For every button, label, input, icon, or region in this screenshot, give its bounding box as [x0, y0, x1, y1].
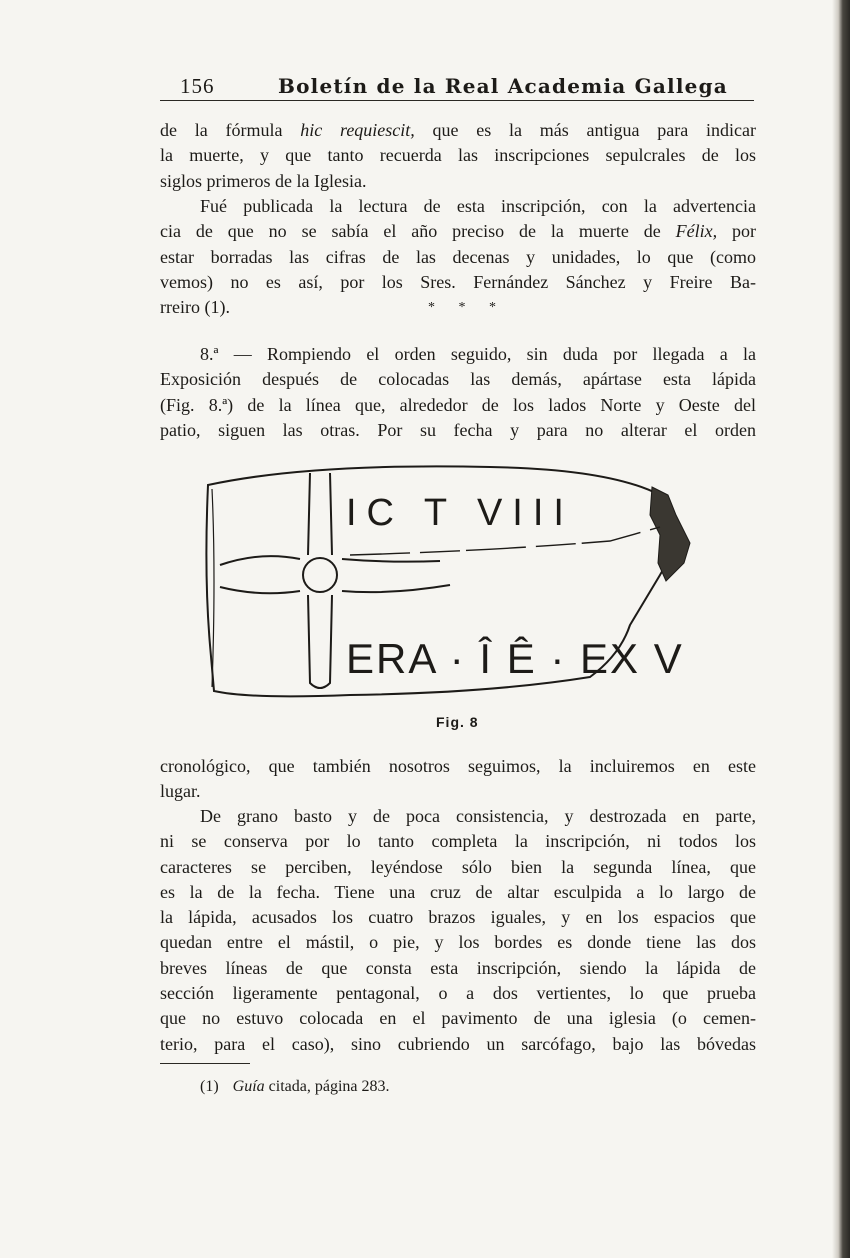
figure-caption: Fig. 8 [436, 714, 479, 730]
text-line: que no estuvo colocada en el pavimento de una iglesia (o cemen- [160, 1008, 756, 1029]
text-line: breves líneas de que consta esta inscripción, siendo la lápida de [160, 957, 756, 978]
paragraph-3 [160, 342, 756, 443]
text-line: lugar. [160, 781, 201, 802]
running-title: Boletín de la Real Academia Gallega [278, 74, 728, 98]
text-line: siglos primeros de la Iglesia. [160, 170, 367, 191]
text-line: cronológico, que también nosotros seguimos, la incluiremos en este [160, 756, 756, 776]
inscription-line-2: ERA · Î Ê · EX V [346, 635, 684, 682]
cross-left-arm [220, 556, 300, 593]
text-line: es la de la fecha. Tiene una cruz de altar esculpida a lo largo de [160, 881, 756, 902]
text-line: patio, siguen las otras. Por su fecha y para no alterar el orden [160, 419, 756, 440]
text-line: (Fig. 8.ª) de la línea que, alrededor de los lados Norte y Oeste del [160, 394, 756, 415]
page-header [160, 66, 754, 101]
footnote-italic: Guía [232, 1078, 265, 1095]
text-line: la muerte, y que tanto recuerda las inscripciones sepulcrales de los [160, 145, 756, 166]
text-line: de la fórmula hic requiescit, que es la más antigua para indicar [160, 120, 756, 140]
paragraph-4 [160, 754, 756, 805]
text-line: ni se conserva por lo tanto completa la inscripción, ni todos los [160, 831, 756, 852]
footnote [200, 1078, 390, 1096]
text-line: caracteres se perciben, leyéndose sólo bien la segunda línea, que [160, 856, 756, 877]
text-line: Fué publicada la lectura de esta inscripción, con la advertencia [200, 196, 756, 216]
text-line: 8.ª — Rompiendo el orden seguido, sin duda por llegada a la [200, 344, 756, 364]
section-separator: * * * [428, 300, 506, 315]
cross-center [303, 558, 337, 592]
text-line: vemos) no es así, por los Sres. Fernández Sánchez y Freire Ba- [160, 271, 756, 292]
inscription-line-1: IC T VIII [346, 492, 574, 534]
text-line: rreiro (1). [160, 297, 230, 318]
text-line: De grano basto y de poca consistencia, y destrozada en parte, [200, 806, 756, 826]
footnote-text: citada, página 283. [264, 1078, 390, 1095]
cross-upper-arm [308, 473, 332, 555]
page-number: 156 [180, 74, 215, 98]
text-line: cia de que no se sabía el año preciso de la muerte de Félix, por [160, 221, 756, 242]
text-line: quedan entre el mástil, o pie, y los bordes es donde tiene las dos [160, 932, 756, 953]
text-line: Exposición después de colocadas las demás, apártase esta lápida [160, 369, 756, 390]
scanned-page-edge [832, 0, 850, 1258]
text-line: la lápida, acusados los cuatro brazos iguales, y en los espacios que [160, 907, 756, 928]
footnote-rule [160, 1063, 250, 1064]
paragraph-1 [160, 118, 756, 194]
slab-inner-edge [212, 489, 214, 687]
cross-right-arm [342, 559, 450, 592]
cross-lower-arm [308, 595, 332, 688]
damaged-corner [650, 487, 690, 581]
text-line: terio, para el caso), sino cubriendo un sarcófago, bajo las bóvedas [160, 1033, 756, 1054]
text-line: estar borradas las cifras de las decenas y unidades, lo que (como [160, 246, 756, 267]
inscription-slab-drawing [190, 455, 710, 715]
paragraph-5 [160, 804, 756, 1057]
text-line: sección ligeramente pentagonal, o a dos vertientes, lo que prueba [160, 983, 756, 1004]
footnote-number: (1) [200, 1078, 219, 1095]
